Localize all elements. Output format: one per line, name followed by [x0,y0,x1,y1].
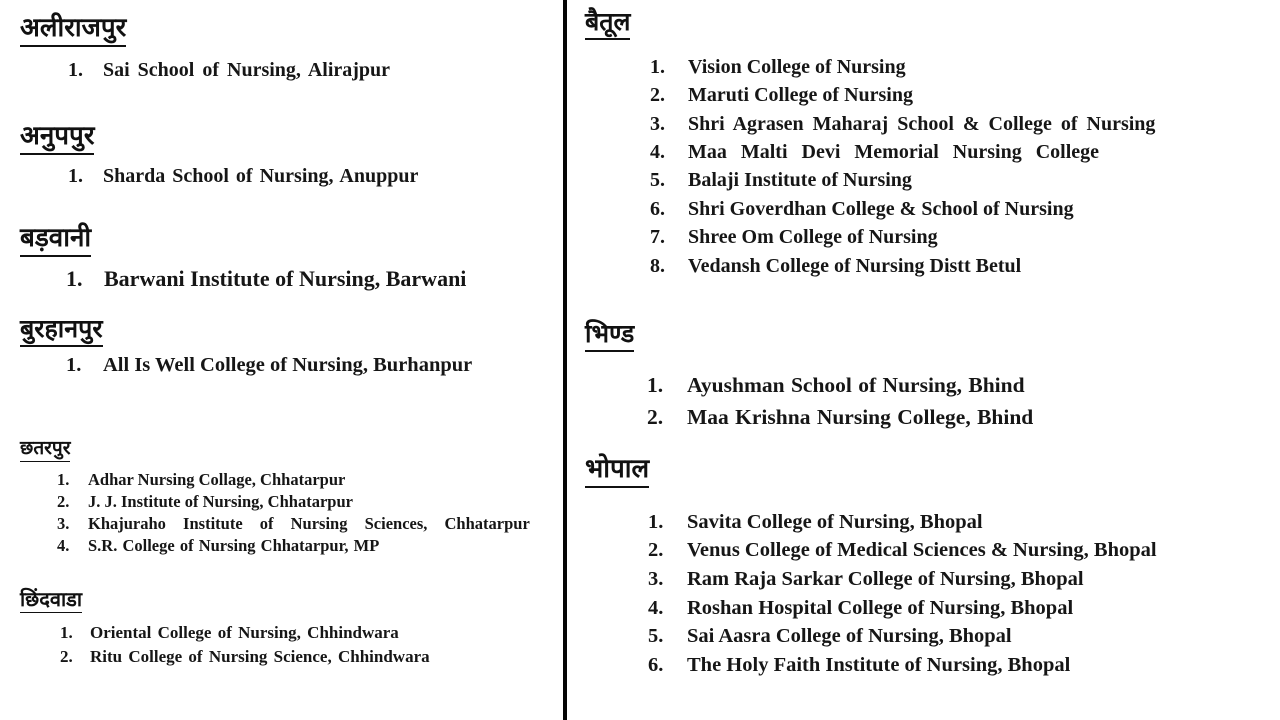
section-bhopal [585,455,1275,679]
college-name: Adhar Nursing Collage, Chhatarpur [88,469,346,489]
college-name: Ram Raja Sarkar College of Nursing, Bhopal [687,568,1084,591]
college-list-item [647,401,1275,433]
college-name: Maa Malti Devi Memorial Nursing College [688,140,1100,163]
item-number: 4. [650,140,665,163]
college-list-item [57,513,580,535]
college-list-item [648,594,1275,623]
college-name: All Is Well College of Nursing, Burhanpur [103,353,473,376]
item-number: 5. [650,169,665,192]
college-list [585,369,1275,433]
district-heading-burhanpur: बुरहानपुर [20,315,103,347]
college-list [20,59,580,82]
section-betul [585,8,1275,280]
college-list-item [650,223,1275,251]
college-list-item [68,59,580,82]
college-list-item [650,166,1275,194]
college-name: Venus College of Medical Sciences & Nursing, Bhopal [687,539,1157,562]
item-number: 1. [650,55,665,78]
college-list-item [57,469,580,491]
college-list-item [648,565,1275,594]
item-number: 4. [57,535,70,555]
item-number: 3. [648,568,664,591]
college-name: S.R. College of Nursing Chhatarpur, MP [88,535,380,555]
item-number: 8. [650,254,665,277]
college-list [20,469,580,557]
college-name: Roshan Hospital College of Nursing, Bhopal [687,596,1074,619]
college-list-item [650,110,1275,138]
college-name: J. J. Institute of Nursing, Chhatarpur [88,491,353,511]
college-name: Vedansh College of Nursing Distt Betul [688,254,1022,277]
district-heading-chhatarpur: छतरपुर [20,438,70,462]
college-name: Sai Aasra College of Nursing, Bhopal [687,625,1012,648]
college-list-item [648,651,1275,680]
item-number: 2. [57,491,70,511]
college-list-item [650,138,1275,166]
item-number: 1. [647,372,664,397]
college-list-item [650,81,1275,109]
college-list-item [60,645,580,669]
item-number: 3. [650,112,665,135]
college-list-item [648,508,1275,537]
college-list [585,53,1275,280]
college-name: Ritu College of Nursing Science, Chhindwara [90,646,430,666]
item-number: 7. [650,226,665,249]
section-barwani [20,224,580,292]
college-list-item [650,195,1275,223]
college-list-item [650,252,1275,280]
college-list [20,354,580,377]
college-list-item [648,536,1275,565]
item-number: 3. [57,513,70,533]
item-number: 2. [648,539,664,562]
college-name: Khajuraho Institute of Nursing Sciences, Chhatarpur [88,513,530,533]
district-heading-chhindwara: छिंदवाडा [20,587,82,611]
item-number: 1. [648,510,664,533]
college-list-item [66,266,580,292]
item-number: 2. [60,646,73,666]
college-name: The Holy Faith Institute of Nursing, Bhopal [687,653,1071,676]
item-number: 4. [648,596,664,619]
college-list-item [66,354,580,377]
college-list-item [68,165,580,188]
college-list [20,266,580,292]
section-alirajpur [20,14,580,82]
college-name: Savita College of Nursing, Bhopal [687,510,983,533]
college-name: Barwani Institute of Nursing, Barwani [104,265,467,291]
district-heading-bhopal: भोपाल [585,455,649,488]
college-name: Oriental College of Nursing, Chhindwara [90,623,399,642]
section-bhind [585,320,1275,433]
district-heading-barwani: बड़वानी [20,224,91,257]
college-list [20,165,580,188]
college-name: Sharda School of Nursing, Anuppur [103,164,419,187]
college-name: Maruti College of Nursing [688,84,913,107]
college-list-item [648,622,1275,651]
section-chhindwara [20,588,580,668]
college-list-item [57,491,580,513]
item-number: 6. [650,197,665,220]
column-divider-line [563,0,567,720]
college-list [20,621,580,668]
item-number: 5. [648,625,664,648]
item-number: 2. [650,84,665,107]
college-name: Shri Goverdhan College & School of Nursing [688,197,1074,220]
item-number: 1. [60,623,73,642]
section-burhanpur [20,315,580,377]
item-number: 1. [57,469,70,489]
item-number: 2. [647,404,664,429]
item-number: 1. [68,164,83,187]
college-name: Vision College of Nursing [688,55,906,78]
district-heading-betul: बैतूल [585,8,630,40]
college-name: Shree Om College of Nursing [688,226,938,249]
college-name: Ayushman School of Nursing, Bhind [687,372,1025,397]
item-number: 1. [68,58,83,81]
item-number: 1. [66,353,82,376]
college-list-item [647,369,1275,401]
college-list [585,508,1275,680]
district-heading-bhind: भिण्ड [585,320,634,352]
college-name: Sai School of Nursing, Alirajpur [103,58,391,81]
district-heading-anuppur: अनुपपुर [20,122,94,155]
section-anuppur [20,122,580,188]
college-list-item [60,621,580,645]
item-number: 6. [648,653,664,676]
college-name: Balaji Institute of Nursing [688,169,912,192]
college-list-item [650,53,1275,81]
college-name: Shri Agrasen Maharaj School & College of Nursing [688,112,1156,135]
section-chhatarpur [20,438,580,557]
item-number: 1. [66,265,83,291]
college-list-item [57,535,580,557]
district-heading-alirajpur: अलीराजपुर [20,14,126,47]
college-name: Maa Krishna Nursing College, Bhind [687,404,1034,429]
